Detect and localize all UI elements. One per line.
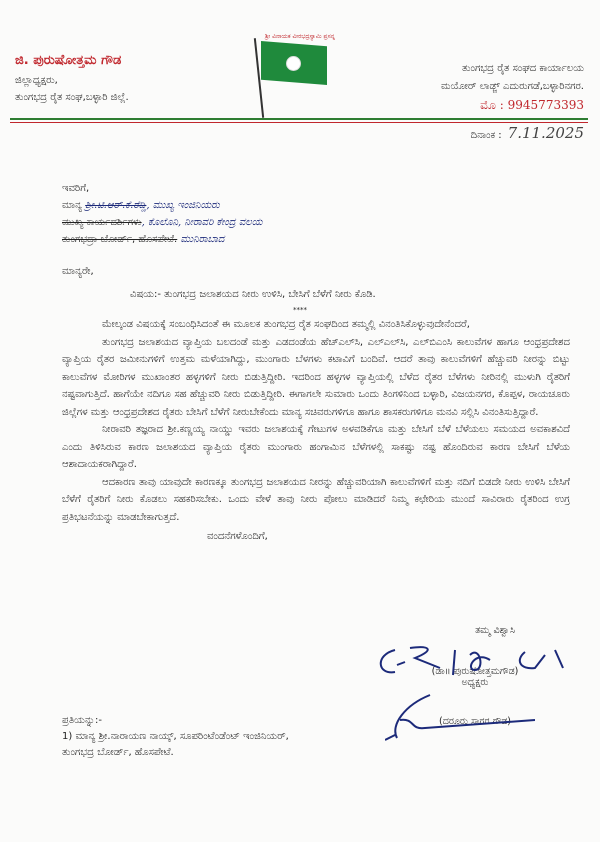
signature-1-image	[375, 640, 575, 680]
copy-to-heading: ಪ್ರತಿಯನ್ನು:-	[62, 715, 102, 726]
closing: ವಂದನೆಗಳೊಂದಿಗೆ,	[207, 531, 268, 542]
struck-name: ಶ್ರೀ.ಟಿ.ಆರ್.ಕೆ.ರೆಡ್ಡಿ	[85, 200, 147, 211]
paragraph-2: ತುಂಗಭದ್ರ ಜಲಾಶಯದ ವ್ಯಾಪ್ತಿಯ ಬಲದಂಡೆ ಮತ್ತು ಎಡದಂಡೆಯ ಹೆಚ್‌ಎಲ್‌ಸಿ, ಎಲ್‌ಎಲ್‌ಸಿ, ಎಲ್‌ಬಿಎಂಸಿ ಕಾಲುವೆಗಳ ಹಾಗೂ ಆಂಧ್ರಪ್ರದೇಶದ ವ್ಯಾಪ್ತಿಯ ರೈತರ ಜಮೀನುಗಳಿಗೆ ಉತ್ತಮ ಮಳೆಯಾಗಿದ್ದು, ಮುಂಗಾರು ಬೆಳಗಳು ಕಟಾವಿಗೆ ಬಂದಿವೆ. ಆದರೆ ತಾವು ಕಾಲುವೆಗಳಿಗೆ ಹೆಚ್ಚುವರಿ ನೀರನ್ನು ಬಿಟ್ಟು ಕಾಲುವೆಗಳ ಮೋರಿಗಳ ಮುಖಾಂತರ ಹಳ್ಳಗಳಿಗೆ ನೀರು ಬಿಡುತ್ತಿದ್ದೀರಿ. ಇದರಿಂದ ಹಳ್ಳಗಳ ವ್ಯಾಪ್ತಿಯಲ್ಲಿ ಬೆಳೆದ ರೈತರ ಬೆಳೆಗಳು ನೀರಿನಲ್ಲಿ ಮುಳುಗಿ ರೈತರಿಗೆ ನಷ್ಟವಾಗುತ್ತಿದೆ. ಹಾಗೆಯೇ ನದಿಗೂ ಸಹ ಹೆಚ್ಚುವರಿ ನೀರು ಬಿಡುತ್ತಿದ್ದೀರಿ. ಈಗಾಗಲೇ ಸುಮಾರು ಒಂದು ತಿಂಗಳಿನಿಂದ ಬಳ್ಳಾರಿ, ವಿಜಯನಗರ, ಕೊಪ್ಪಳ, ರಾಯಚೂರು ಜಿಲ್ಲೆಗಳ ಮತ್ತು ಆಂಧ್ರಪ್ರದೇಶದ ರೈತರು ಬೇಸಿಗೆ ಬೆಳೆಗೆ ನೀರುಬೇಕೆಂದು ಮಾನ್ಯ ಸಚಿವರುಗಳಿಗೂ ಹಾಗೂ ಶಾಸಕರುಗಳಿಗೂ ಮನವಿ ಸಲ್ಲಿಸಿ ವಿನಂತಿಸುತ್ತಿದ್ದಾರೆ.	[62, 336, 570, 418]
flag-emblem-icon	[286, 56, 301, 71]
letterhead-rule-red	[10, 122, 588, 123]
handwritten-place: ಮುನಿರಾಬಾದ	[180, 234, 225, 245]
office-line1: ತುಂಗಭದ್ರ ರೈತ ಸಂಘದ ಕಾರ್ಯಾಲಯ	[462, 63, 584, 74]
signatory-1-name: (ಡಾ॥ ಪುರುಷೋತ್ತಮಗೌಡ)	[431, 666, 519, 677]
phone	[441, 96, 584, 114]
copy-to-item1-line1: 1) ಮಾನ್ಯ ಶ್ರೀ.ನಾರಾಯಣ ನಾಯ್ಕ್, ಸೂಪರಿಂಟೆಂಡೆಂಟ್ ಇಂಜಿನಿಯರ್,	[62, 731, 289, 742]
letter-body	[62, 316, 570, 546]
office-line2: ಮಯೋರ್ ಲಾಡ್ಜ್ ಎದುರುಗಡೆ,ಬಳ್ಳಾರಿನಗರ.	[441, 81, 584, 92]
sender-name: ಜಿ. ಪುರುಷೋತ್ತಮ ಗೌಡ	[15, 53, 122, 68]
signatory-1-title: ಅಧ್ಯಕ್ಷರು	[461, 677, 489, 688]
letterhead-rule	[10, 118, 588, 120]
addressee-block	[62, 180, 570, 248]
office-address	[441, 60, 584, 114]
phone-label: ಮೊ :	[480, 98, 504, 112]
phone-number: 9945773393	[507, 98, 584, 112]
date	[471, 124, 584, 142]
date-value: 7.11.2025	[507, 124, 584, 142]
addressee-prefix: ಮಾನ್ಯ	[62, 200, 82, 211]
addressee-line3	[62, 231, 570, 248]
handwritten-office: , ಕೊಲೊನಿ, ನೀರಾವರಿ ಕೇಂದ್ರ ವಲಯ	[141, 217, 263, 228]
salutation: ಮಾನ್ಯರೇ,	[62, 266, 94, 277]
sender-details	[15, 72, 129, 106]
handwritten-designation: , ಮುಖ್ಯ ಇಂಜಿನಿಯರು	[146, 200, 220, 211]
copy-to-item1-line2: ತುಂಗಭದ್ರ ಬೋರ್ಡ್, ಹೊಸಪೇಟೆ.	[62, 747, 174, 758]
signatory-2-name: (ದರೂರು ಸಾಗರ ಗೌಡ)	[438, 716, 511, 727]
addressee-to: ಇವರಿಗೆ,	[62, 183, 90, 194]
letterhead-blessing: ಶ್ರೀ ವಿನಾಯಕ ವೀರಭದ್ರಸ್ವಾಮಿ ಪ್ರಸನ್ನ	[264, 33, 336, 40]
addressee-line1	[62, 197, 570, 214]
paragraph-4: ಆದಕಾರಣ ತಾವು ಯಾವುದೇ ಕಾರಣಕ್ಕೂ ತುಂಗಭದ್ರ ಜಲಾಶಯದ ನೀರನ್ನು ಹೆಚ್ಚುವರಿಯಾಗಿ ಕಾಲುವೆಗಳಿಗೆ ಮತ್ತು ನದಿಗೆ ಬಿಡದೇ ನೀರು ಉಳಿಸಿ ಬೇಸಿಗೆ ಬೆಳೆಗೆ ರೈತರಿಗೆ ನೀರು ಕೊಡಲು ಸಹಕರಿಸಬೇಕು. ಒಂದು ವೇಳೆ ತಾವು ನೀರು ಪೋಲು ಮಾಡಿದರೆ ನಿಮ್ಮ ಕಛೇರಿಯ ಮುಂದೆ ಸಾವಿರಾರು ರೈತರಿಂದ ಉಗ್ರ ಪ್ರತಿಭಟನೆಯನ್ನು ಮಾಡಬೇಕಾಗುತ್ತದೆ.	[62, 476, 570, 523]
yours-faithfully: ತಮ್ಮ ವಿಶ್ವಾಸಿ	[475, 625, 515, 636]
paragraph-3: ನೀರಾವರಿ ತಜ್ಞರಾದ ಶ್ರೀ.ಕಣ್ಣಯ್ಯ ನಾಯ್ಡು ಇವರು ಜಲಾಶಯಕ್ಕೆ ಗೇಟುಗಳ ಅಳವಡಿಕೆಗೂ ಮತ್ತು ಬೇಸಿಗೆ ಬೆಳೆ ಬೆಳೆಯಲು ಸಮಯದ ಅವಕಾಶವಿದೆ ಎಂದು ತಿಳಿಸಿರುವ ಕಾರಣ ಜಲಾಶಯದ ವ್ಯಾಪ್ತಿಯ ರೈತರು ಮುಂಗಾರು ಹಂಗಾಮಿನ ಬೆಳೆಗಳಲ್ಲಿ ಸಾಕಷ್ಟು ನಷ್ಟ ಹೊಂದಿರುವ ಕಾರಣ ಬೇಸಿಗೆ ಬೆಳೆಯ ಆಶಾದಾಯಕರಾಗಿದ್ದಾರೆ.	[62, 424, 570, 470]
date-label: ದಿನಾಂಕ :	[470, 130, 502, 141]
sender-org: ತುಂಗಭದ್ರ ರೈತ ಸಂಘ,ಬಳ್ಳಾರಿ ಜಿಲ್ಲೆ.	[15, 92, 129, 103]
struck-designation: ಮುಖ್ಯ ಕಾರ್ಯದರ್ಶಿಗಳು	[62, 217, 142, 228]
subject-line: ವಿಷಯ:- ತುಂಗಭದ್ರ ಜಲಾಶಯದ ನೀರು ಉಳಿಸಿ, ಬೇಸಿಗೆ ಬೆಳೆಗೆ ನೀರು ಕೊಡಿ.	[130, 289, 376, 300]
paragraph-1: ಮೇಲ್ಕಂಡ ವಿಷಯಕ್ಕೆ ಸಂಬಂಧಿಸಿದಂತೆ ಈ ಮೂಲಕ ತುಂಗಭದ್ರ ರೈತ ಸಂಘದಿಂದ ತಮ್ಮಲ್ಲಿ ವಿನಂತಿಸಿಕೊಳ್ಳುವುದೇನೆಂದರೆ,	[102, 319, 470, 330]
sender-title: ಜಿಲ್ಲಾಧ್ಯಕ್ಷರು,	[15, 75, 58, 86]
addressee-line2	[62, 214, 570, 231]
separator: ****	[293, 306, 307, 314]
struck-place: ತುಂಗಭದ್ರಾ ಬೋರ್ಡ್, ಹೊಸಪೇಟೆ.	[62, 234, 178, 245]
copy-to-block	[62, 713, 570, 761]
